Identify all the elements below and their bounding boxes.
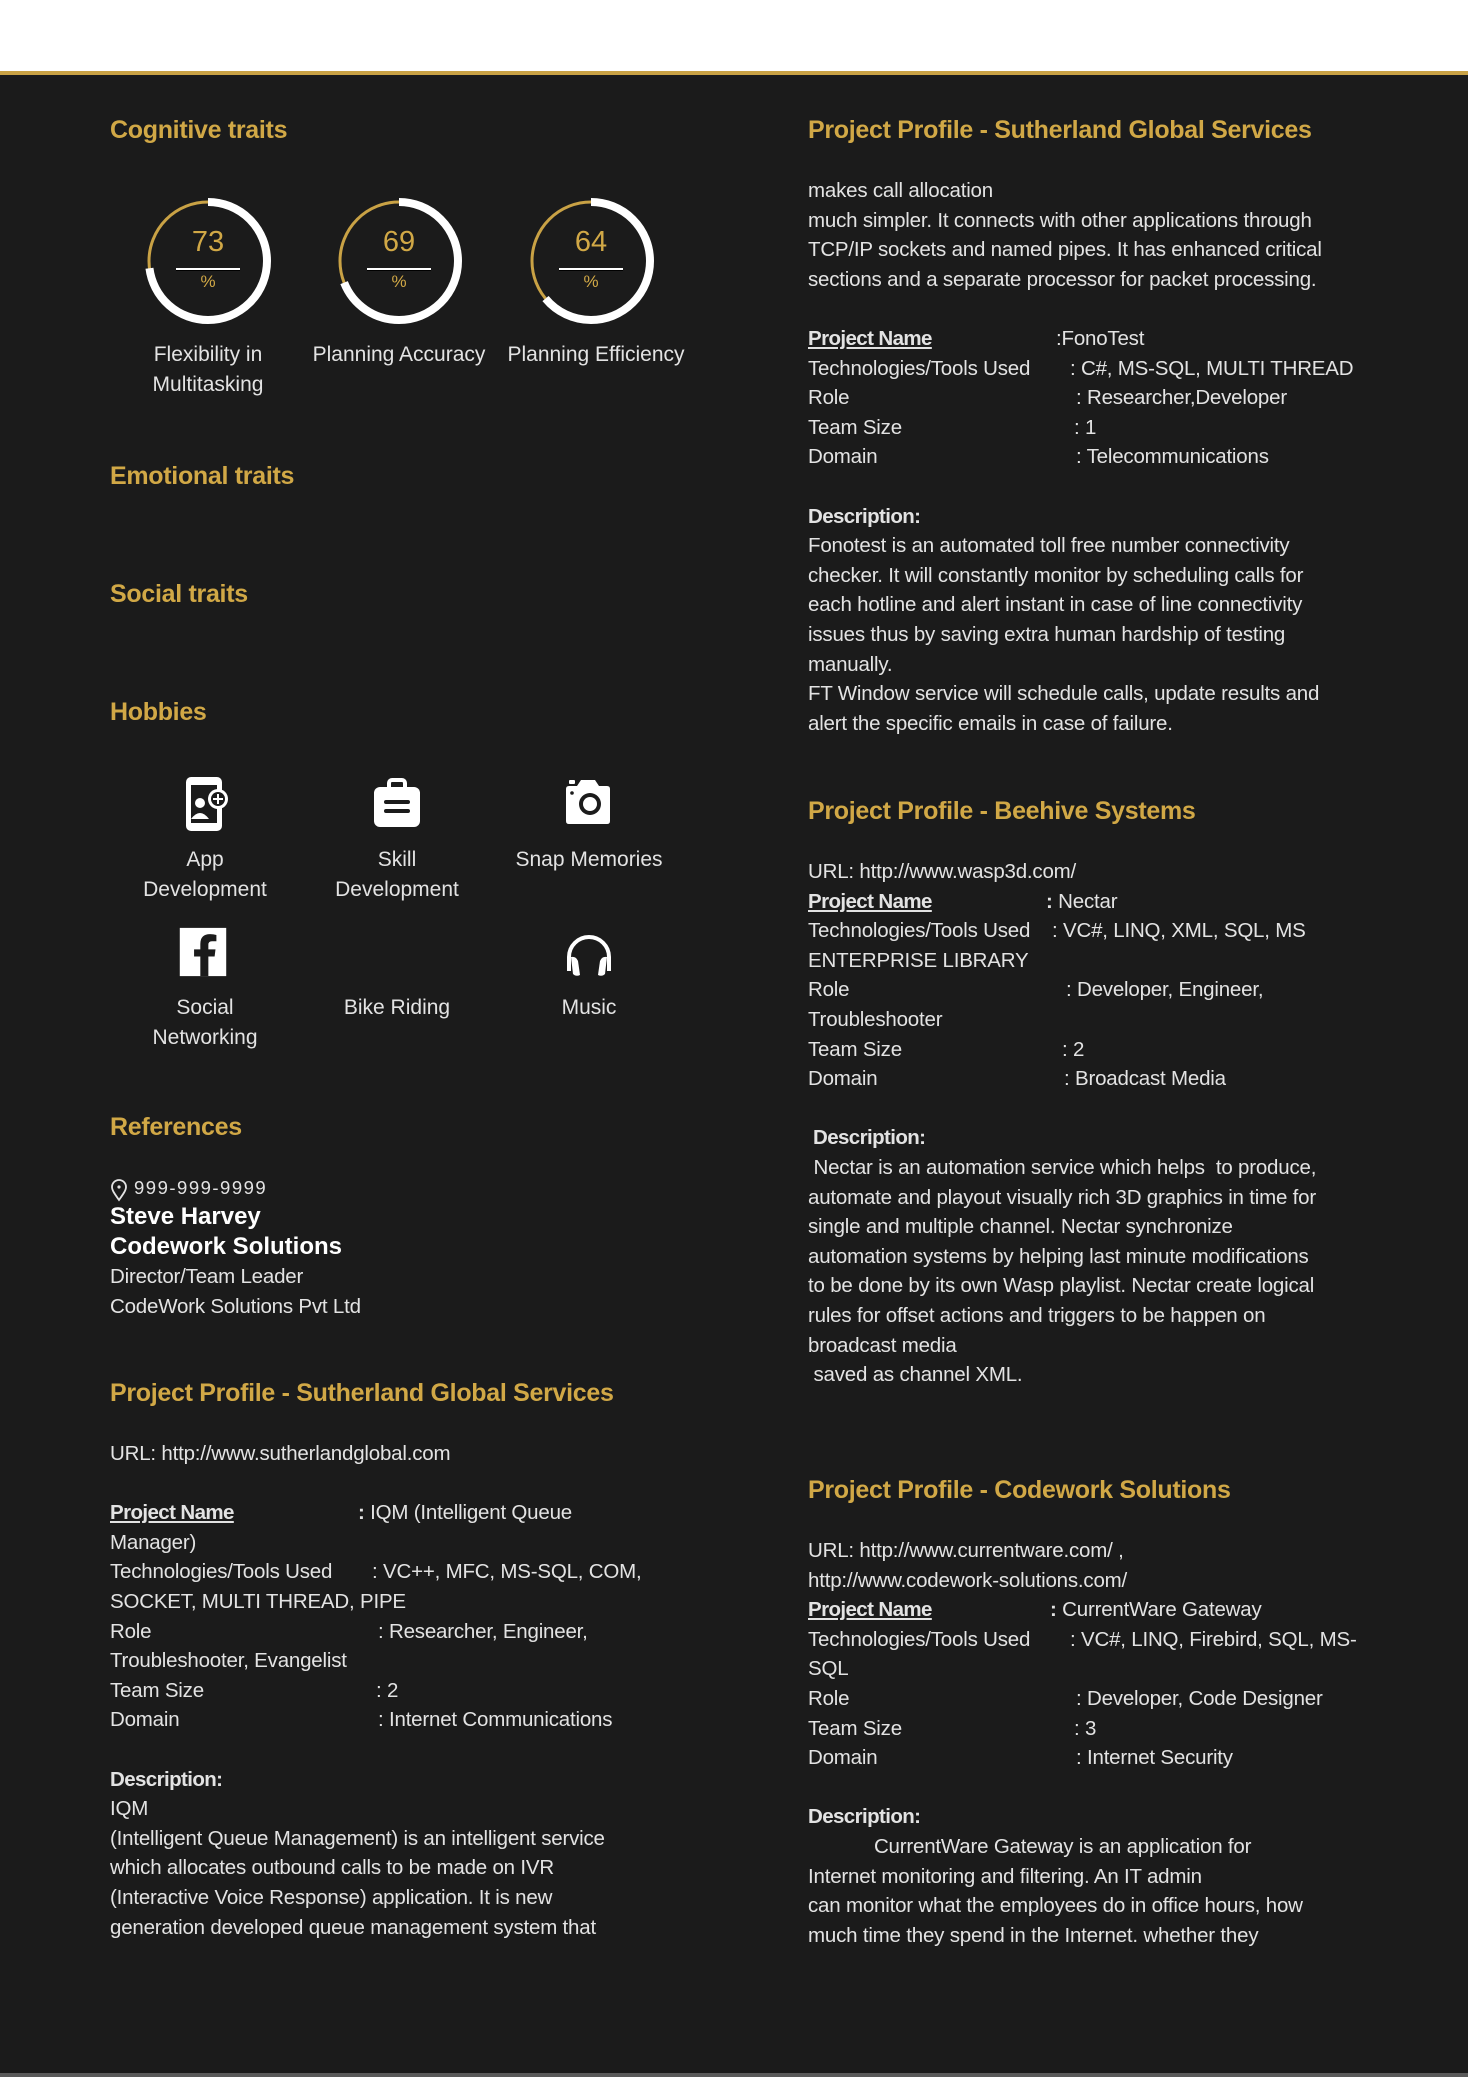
camera-icon <box>564 775 614 833</box>
description-line: Nectar is an automation service which helps to produce, <box>808 1155 1317 1179</box>
hobby-label <box>110 845 300 904</box>
team-size-value: : 2 <box>1062 1037 1085 1061</box>
reference-card <box>110 1174 361 1321</box>
description-line: (Intelligent Queue Management) is an intelligent service <box>110 1826 605 1850</box>
role-value-cont: Troubleshooter, Evangelist <box>110 1649 347 1673</box>
gauge-divider <box>559 268 623 271</box>
gauge-label-line: Flexibility in <box>153 343 263 366</box>
tech-label: Technologies/Tools Used <box>808 919 1031 943</box>
project-sutherland-cont-title: Project Profile - Sutherland Global Services <box>808 116 1312 144</box>
domain-row <box>808 1743 1388 1773</box>
role-value: : Researcher, Engineer, <box>378 1619 588 1643</box>
description-line: CurrentWare Gateway is an application for <box>808 1834 1252 1858</box>
project-name-value: IQM (Intelligent Queue <box>370 1501 572 1525</box>
description-line: issues thus by saving extra human hardship of testing <box>808 622 1286 646</box>
description-line: can monitor what the employees do in office hours, how <box>808 1894 1303 1918</box>
reference-company: Codework Solutions <box>110 1233 343 1260</box>
gauge-flexibility <box>143 196 273 326</box>
team-size-row <box>110 1676 670 1706</box>
tech-value: : C#, MS-SQL, MULTI THREAD <box>1070 356 1354 380</box>
gauge-value: 73 <box>191 226 225 258</box>
description-line: alert the specific emails in case of failure. <box>808 711 1173 735</box>
project-codework-title: Project Profile - Codework Solutions <box>808 1476 1231 1504</box>
project-url: URL: http://www.sutherlandglobal.com <box>110 1442 451 1465</box>
reference-phone-row <box>110 1174 361 1202</box>
gauge-label-line: Multitasking <box>152 372 264 396</box>
hobby-label-line: Networking <box>152 1025 258 1049</box>
reference-name: Steve Harvey <box>110 1203 261 1230</box>
facebook-icon <box>178 923 228 981</box>
description-label: Description: <box>813 1126 926 1150</box>
spacer <box>808 472 1388 502</box>
tech-value-cont: ENTERPRISE LIBRARY <box>808 948 1029 972</box>
hobby-label-line: App <box>186 848 224 871</box>
gauge-label-line: Planning Efficiency <box>507 343 685 366</box>
tech-value-cont: SQL <box>808 1657 849 1681</box>
hobby-label-line: Skill <box>377 848 417 871</box>
hobby-label-line: Music <box>561 996 617 1019</box>
description-label: Description: <box>808 1805 921 1829</box>
role-value: : Developer, Engineer, <box>1066 978 1264 1002</box>
team-size-value: : 1 <box>1074 415 1097 439</box>
description-line: automation systems by helping last minute modifications <box>808 1244 1309 1268</box>
project-sutherland-body <box>110 1439 670 1942</box>
role-row <box>808 975 1388 1005</box>
gauge-label <box>496 340 696 370</box>
project-beehive-title: Project Profile - Beehive Systems <box>808 797 1196 825</box>
description-line: much simpler. It connects with other applications through <box>808 208 1312 232</box>
hobby-label-line: Development <box>335 877 459 901</box>
tech-row <box>808 1625 1388 1655</box>
domain-value: : Broadcast Media <box>1064 1067 1226 1091</box>
description-line: Fonotest is an automated toll free number connectivity <box>808 534 1290 558</box>
project-name-label: Project Name <box>808 1598 932 1622</box>
team-size-label: Team Size <box>110 1678 204 1702</box>
role-row <box>110 1617 670 1647</box>
project-url-cont: http://www.codework-solutions.com/ <box>808 1568 1128 1592</box>
hobby-label-line: Bike Riding <box>343 996 451 1019</box>
role-value: : Researcher,Developer <box>1076 386 1287 410</box>
project-name-value: CurrentWare Gateway <box>1062 1598 1262 1622</box>
project-url: URL: http://www.wasp3d.com/ <box>808 860 1077 883</box>
resume-page <box>0 75 1468 2073</box>
hobby-label <box>110 993 300 1052</box>
gauge-value: 69 <box>382 226 416 258</box>
tech-value: : VC#, LINQ, XML, SQL, MS <box>1052 919 1306 943</box>
description-line: Internet monitoring and filtering. An IT admin <box>808 1864 1202 1888</box>
tech-label: Technologies/Tools Used <box>808 1627 1031 1651</box>
tech-value: : VC#, LINQ, Firebird, SQL, MS- <box>1070 1627 1357 1651</box>
project-name-value: Nectar <box>1058 889 1118 913</box>
app-development-icon <box>182 775 232 833</box>
project-url: URL: http://www.currentware.com/ , <box>808 1539 1124 1562</box>
spacer <box>110 1469 670 1499</box>
references-title: References <box>110 1113 242 1141</box>
role-row <box>808 1684 1388 1714</box>
reference-phone: 999-999-9999 <box>134 1177 268 1198</box>
description-line: (Interactive Voice Response) application. It is new <box>110 1885 553 1909</box>
gauge-planning-accuracy <box>334 196 464 326</box>
gauge-unit: % <box>391 272 407 291</box>
gauge-ring-icon <box>143 196 273 326</box>
gauge-label-line: Planning Accuracy <box>312 343 486 366</box>
project-name-label: Project Name <box>808 326 932 350</box>
project-name-label: Project Name <box>110 1501 234 1525</box>
domain-label: Domain <box>808 1746 878 1770</box>
team-size-value: : 2 <box>376 1678 399 1702</box>
gauge-ring-icon <box>526 196 656 326</box>
gauge-ring-icon <box>334 196 464 326</box>
description-line: IQM <box>110 1797 149 1821</box>
description-line: which allocates outbound calls to be made on IVR <box>110 1856 554 1880</box>
project-name-value: :FonoTest <box>1056 326 1145 350</box>
project-codework-body <box>808 1536 1388 1950</box>
description-line: automate and playout visually rich 3D graphics in time for <box>808 1185 1316 1209</box>
project-beehive-body <box>808 857 1388 1390</box>
description-line: broadcast media <box>808 1333 957 1357</box>
role-row <box>808 383 1388 413</box>
description-line: sections and a separate processor for packet processing. <box>808 267 1317 291</box>
reference-position: Director/Team Leader <box>110 1265 304 1288</box>
team-size-label: Team Size <box>808 415 902 439</box>
project-name-value-cont: Manager) <box>110 1530 197 1554</box>
spacer <box>808 1094 1388 1124</box>
social-traits-title: Social traits <box>110 580 248 608</box>
project-name-colon: : <box>358 1501 365 1525</box>
description-line: rules for offset actions and triggers to be happen on <box>808 1303 1266 1327</box>
spacer <box>808 294 1388 324</box>
description-line: saved as channel XML. <box>808 1363 1023 1387</box>
team-size-row <box>808 1035 1388 1065</box>
domain-label: Domain <box>110 1708 180 1732</box>
description-line: to be done by its own Wasp playlist. Nectar create logical <box>808 1274 1315 1298</box>
role-value: : Developer, Code Designer <box>1076 1686 1323 1710</box>
hobby-label-line: Development <box>143 877 267 901</box>
hobby-label <box>302 993 492 1023</box>
gauge-planning-efficiency <box>526 196 656 326</box>
project-name-row <box>808 1595 1388 1625</box>
hobby-label-line: Social <box>176 996 234 1019</box>
gauge-value: 64 <box>574 226 608 258</box>
role-label: Role <box>110 1619 152 1643</box>
description-line: TCP/IP sockets and named pipes. It has enhanced critical <box>808 238 1322 262</box>
project-sutherland-title: Project Profile - Sutherland Global Services <box>110 1379 614 1407</box>
team-size-value: : 3 <box>1074 1716 1097 1740</box>
tech-value-cont: SOCKET, MULTI THREAD, PIPE <box>110 1589 406 1613</box>
description-label: Description: <box>808 504 921 528</box>
description-line: each hotline and alert instant in case of line connectivity <box>808 593 1303 617</box>
tech-row <box>110 1557 670 1587</box>
project-sutherland-cont-body <box>808 176 1388 738</box>
project-name-colon: : <box>1050 1598 1057 1622</box>
domain-row <box>110 1705 670 1735</box>
tech-row <box>808 354 1388 384</box>
page-bottom-edge <box>0 2073 1468 2077</box>
project-name-label: Project Name <box>808 889 932 913</box>
role-label: Role <box>808 386 850 410</box>
domain-value: : Telecommunications <box>1076 445 1269 469</box>
gauge-label <box>113 340 303 399</box>
description-line: FT Window service will schedule calls, update results and <box>808 682 1320 706</box>
description-line: manually. <box>808 652 893 676</box>
gauge-unit: % <box>200 272 216 291</box>
description-label: Description: <box>110 1767 223 1791</box>
hobby-label <box>494 993 684 1023</box>
team-size-row <box>808 413 1388 443</box>
domain-row <box>808 442 1388 472</box>
hobby-label-line: Snap Memories <box>515 848 663 871</box>
headphones-icon <box>564 923 614 981</box>
gauge-divider <box>367 268 431 271</box>
domain-label: Domain <box>808 1067 878 1091</box>
project-name-row <box>110 1498 670 1528</box>
project-name-row <box>808 324 1388 354</box>
project-name-colon: : <box>1046 889 1053 913</box>
description-line: checker. It will constantly monitor by scheduling calls for <box>808 563 1304 587</box>
page-top-margin <box>0 0 1468 72</box>
project-name-row <box>808 887 1388 917</box>
role-label: Role <box>808 1686 850 1710</box>
emotional-traits-title: Emotional traits <box>110 462 295 490</box>
hobby-label <box>302 845 492 904</box>
description-line: makes call allocation <box>808 179 993 202</box>
description-line: much time they spend in the Internet. whether they <box>808 1923 1259 1947</box>
role-value-cont: Troubleshooter <box>808 1007 943 1031</box>
domain-row <box>808 1064 1388 1094</box>
spacer <box>110 1735 670 1765</box>
briefcase-icon <box>372 775 422 833</box>
description-line: generation developed queue management system that <box>110 1915 596 1939</box>
description-line: single and multiple channel. Nectar synchronize <box>808 1215 1233 1239</box>
hobbies-title: Hobbies <box>110 698 207 726</box>
gauge-unit: % <box>583 272 599 291</box>
reference-organization: CodeWork Solutions Pvt Ltd <box>110 1294 361 1318</box>
hobby-label <box>494 845 684 875</box>
cognitive-traits-title: Cognitive traits <box>110 116 288 144</box>
team-size-label: Team Size <box>808 1716 902 1740</box>
domain-value: : Internet Communications <box>378 1708 613 1732</box>
tech-value: : VC++, MFC, MS-SQL, COM, <box>372 1560 642 1584</box>
role-label: Role <box>808 978 850 1002</box>
tech-row <box>808 916 1388 946</box>
tech-label: Technologies/Tools Used <box>808 356 1031 380</box>
team-size-label: Team Size <box>808 1037 902 1061</box>
team-size-row <box>808 1714 1388 1744</box>
spacer <box>808 1773 1388 1803</box>
gauge-label <box>304 340 494 370</box>
domain-label: Domain <box>808 445 878 469</box>
gauge-divider <box>176 268 240 271</box>
location-pin-icon <box>110 1178 128 1202</box>
tech-label: Technologies/Tools Used <box>110 1560 333 1584</box>
domain-value: : Internet Security <box>1076 1746 1233 1770</box>
